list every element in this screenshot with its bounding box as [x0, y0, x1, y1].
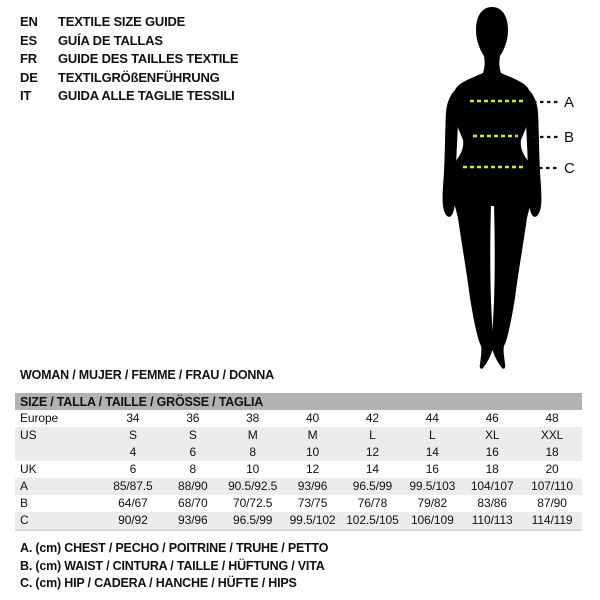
- size-cell: 93/96: [163, 512, 223, 530]
- size-cell: 18: [522, 444, 582, 461]
- measurement-legend: [20, 540, 328, 593]
- size-cell: XL: [462, 427, 522, 444]
- title-block: [20, 13, 238, 106]
- size-table-body: [15, 410, 582, 530]
- size-cell: 6: [129, 462, 137, 476]
- table-row: [15, 495, 582, 512]
- size-cell: 96.5/99: [223, 512, 283, 530]
- size-cell: 12: [305, 462, 320, 476]
- table-row: [15, 427, 582, 444]
- size-cell: 68/70: [178, 496, 208, 510]
- size-cell: 46: [485, 411, 499, 425]
- size-cell: 90.5/92.5: [223, 478, 283, 495]
- size-cell: 6: [163, 444, 223, 461]
- size-cell: 73/75: [297, 496, 328, 510]
- size-cell: 99.5/103: [402, 478, 462, 495]
- lang-text-de: TEXTILGRÖßENFÜHRUNG: [58, 69, 220, 85]
- size-cell: 102.5/105: [343, 512, 403, 530]
- table-row: [15, 461, 582, 478]
- size-cell: 106/109: [402, 512, 462, 530]
- table-row: [15, 410, 582, 427]
- label-c: C: [564, 160, 575, 177]
- size-cell: 34: [126, 411, 140, 425]
- size-table-header-row: [15, 393, 582, 410]
- size-cell: 96.5/99: [343, 478, 403, 495]
- size-cell: 4: [103, 444, 163, 461]
- size-cell: 79/82: [417, 496, 448, 510]
- size-cell: 70/72.5: [233, 496, 273, 510]
- size-cell: 12: [343, 444, 403, 461]
- lang-text-it: GUIDA ALLE TAGLIE TESSILI: [58, 88, 235, 104]
- row-label: C: [15, 512, 103, 530]
- lang-code-it: IT: [20, 88, 32, 104]
- size-cell: 42: [365, 411, 380, 425]
- size-cell: 16: [462, 444, 522, 461]
- size-cell: 8: [223, 444, 283, 461]
- size-cell: XXL: [522, 427, 582, 444]
- size-cell: M: [223, 427, 283, 444]
- table-row: [15, 512, 582, 530]
- size-cell: 107/110: [522, 478, 582, 495]
- row-label: B: [20, 496, 28, 510]
- size-table-header: SIZE / TALLA / TAILLE / GRÖSSE / TAGLIA: [15, 393, 582, 410]
- woman-silhouette: [449, 7, 536, 206]
- lang-text-es: GUÍA DE TALLAS: [58, 32, 163, 48]
- size-cell: 20: [545, 462, 559, 476]
- lang-code-de: DE: [20, 69, 38, 85]
- size-cell: 114/119: [522, 512, 582, 530]
- row-label: A: [15, 478, 103, 495]
- size-cell: S: [163, 427, 223, 444]
- title-row-de: [20, 69, 238, 88]
- label-b: B: [564, 129, 575, 146]
- table-row: [15, 444, 582, 461]
- size-cell: 14: [365, 462, 380, 476]
- title-row-fr: [20, 50, 238, 69]
- lang-text-fr: GUIDE DES TAILLES TEXTILE: [58, 51, 239, 67]
- size-cell: 104/107: [462, 478, 522, 495]
- left-leg: [454, 203, 493, 369]
- label-a: A: [564, 94, 575, 111]
- size-cell: 87/90: [537, 496, 567, 510]
- lang-code-en: EN: [20, 14, 38, 29]
- row-label: Europe: [20, 411, 59, 425]
- lang-code-es: ES: [20, 32, 37, 48]
- woman-silhouette-svg: [400, 0, 600, 380]
- title-row-en: [20, 13, 238, 32]
- legend-chest: A. (cm) CHEST / PECHO / POITRINE / TRUHE / PETTO: [20, 541, 329, 555]
- size-cell: 48: [545, 411, 559, 425]
- size-cell: 10: [246, 462, 260, 476]
- size-cell: 10: [283, 444, 343, 461]
- size-cell: 38: [246, 411, 260, 425]
- size-cell: 64/67: [118, 496, 148, 510]
- measurement-figure: [400, 0, 600, 380]
- size-cell: 40: [305, 411, 320, 425]
- legend-hip: C. (cm) HIP / CADERA / HANCHE / HÜFTE / HIPS: [20, 576, 297, 591]
- size-cell: 36: [186, 411, 200, 425]
- lang-code-fr: FR: [20, 51, 37, 67]
- size-cell: 88/90: [163, 478, 223, 495]
- size-cell: 18: [485, 462, 499, 476]
- size-cell: 83/86: [477, 496, 507, 510]
- size-cell: L: [402, 427, 462, 444]
- size-cell: 99.5/102: [283, 512, 343, 530]
- row-label: [15, 444, 103, 461]
- right-leg: [492, 203, 531, 369]
- size-cell: 93/96: [283, 478, 343, 495]
- legend-waist: B. (cm) WAIST / CINTURA / TAILLE / HÜFTUNG / VITA: [20, 558, 325, 573]
- size-cell: 16: [425, 462, 439, 476]
- title-row-it: [20, 87, 238, 106]
- size-cell: 76/78: [357, 496, 388, 510]
- section-heading-woman: WOMAN / MUJER / FEMME / FRAU / DONNA: [20, 368, 274, 382]
- title-row-es: [20, 32, 238, 51]
- size-cell: 85/87.5: [103, 478, 163, 495]
- size-cell: 14: [402, 444, 462, 461]
- size-cell: S: [103, 427, 163, 444]
- size-cell: 90/92: [103, 512, 163, 530]
- size-cell: L: [343, 427, 403, 444]
- row-label: UK: [20, 462, 37, 476]
- size-cell: 44: [425, 411, 439, 425]
- table-row: [15, 478, 582, 495]
- lang-text-en: TEXTILE SIZE GUIDE: [58, 14, 186, 29]
- size-cell: 110/113: [462, 512, 522, 530]
- row-label: US: [15, 427, 103, 444]
- size-cell: M: [283, 427, 343, 444]
- size-cell: 8: [189, 462, 197, 476]
- size-table: [15, 393, 582, 531]
